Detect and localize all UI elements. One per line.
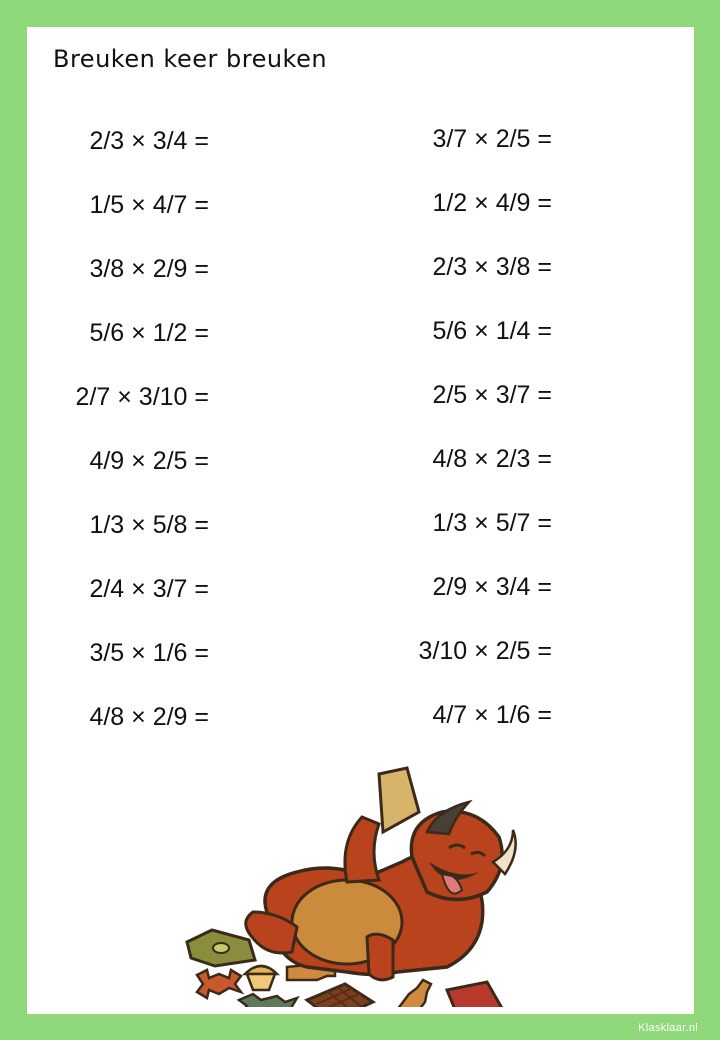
exercise-item: 4/9 × 2/5 = bbox=[89, 447, 209, 475]
wrapped-candy-icon bbox=[197, 970, 241, 998]
exercise-item: 5/6 × 1/4 = bbox=[432, 317, 552, 345]
brand-footer: Klasklaar.nl bbox=[638, 1022, 698, 1034]
exercise-item: 2/3 × 3/8 = bbox=[432, 253, 552, 281]
exercise-item: 3/10 × 2/5 = bbox=[418, 637, 552, 665]
exercise-item: 4/8 × 2/9 = bbox=[89, 703, 209, 731]
exercise-item: 3/8 × 2/9 = bbox=[89, 255, 209, 283]
exercise-item: 1/5 × 4/7 = bbox=[89, 191, 209, 219]
exercise-column-left bbox=[9, 127, 209, 767]
exercise-item: 5/6 × 1/2 = bbox=[89, 319, 209, 347]
cupcake-icon bbox=[245, 966, 277, 990]
wrapped-candy-green-icon bbox=[239, 994, 297, 1007]
exercise-item: 1/2 × 4/9 = bbox=[432, 189, 552, 217]
exercise-item: 2/5 × 3/7 = bbox=[432, 381, 552, 409]
exercise-item: 4/8 × 2/3 = bbox=[432, 445, 552, 473]
exercise-item: 2/7 × 3/10 = bbox=[75, 383, 209, 411]
page-title: Breuken keer breuken bbox=[53, 45, 328, 73]
exercise-item: 2/3 × 3/4 = bbox=[89, 127, 209, 155]
exercise-column-right bbox=[352, 127, 552, 767]
bottle-small-icon bbox=[397, 980, 431, 1007]
exercise-item: 2/4 × 3/7 = bbox=[89, 575, 209, 603]
exercise-item: 4/7 × 1/6 = bbox=[432, 701, 552, 729]
candy-bag-icon bbox=[187, 930, 255, 966]
exercise-item: 1/3 × 5/8 = bbox=[89, 511, 209, 539]
worksheet-page bbox=[27, 27, 694, 1014]
exercise-item: 2/9 × 3/4 = bbox=[432, 573, 552, 601]
exercise-item: 1/3 × 5/7 = bbox=[432, 509, 552, 537]
chocolate-bar-icon bbox=[307, 984, 373, 1007]
exercise-item: 3/5 × 1/6 = bbox=[89, 639, 209, 667]
monster-eating-sweets-icon bbox=[157, 762, 517, 1007]
chips-bag-icon bbox=[447, 982, 503, 1007]
exercise-item: 3/7 × 2/5 = bbox=[432, 125, 552, 153]
